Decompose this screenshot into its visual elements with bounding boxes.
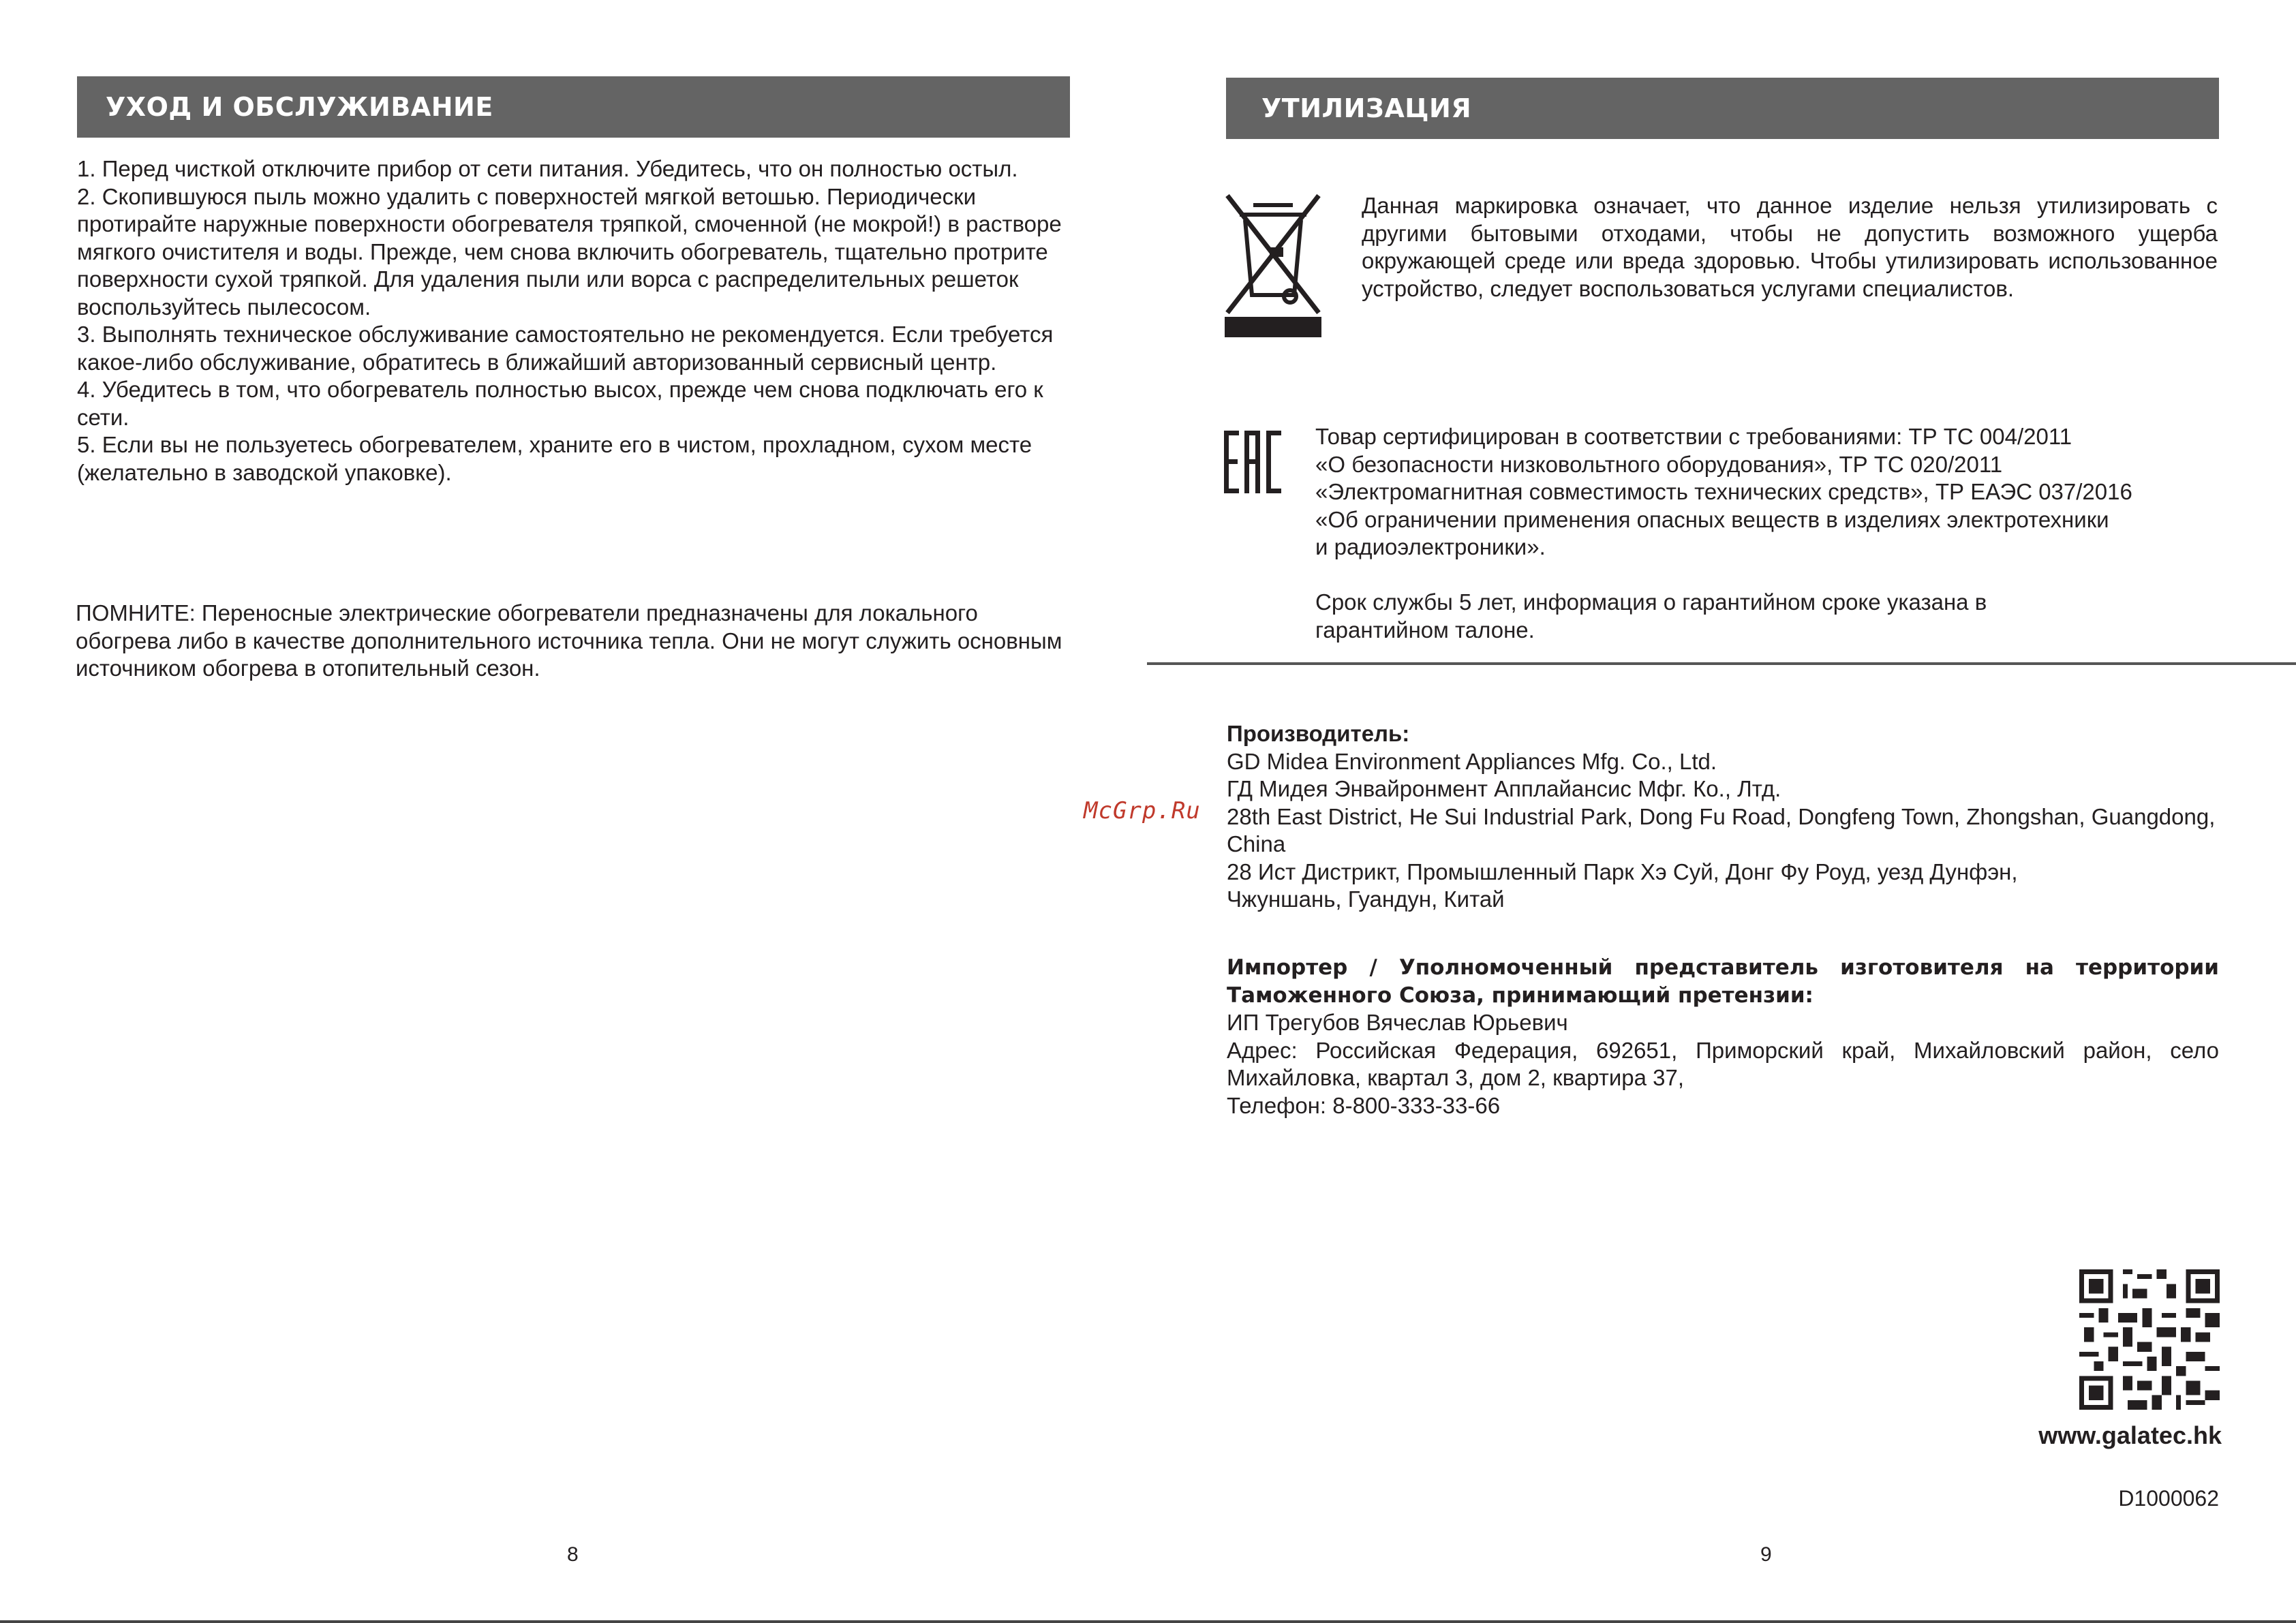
cert-line-4: «Об ограничении применения опасных веществ в изделиях электротехники bbox=[1315, 506, 2109, 532]
disposal-text: Данная маркировка означает, что данное изделие нельзя утилизировать с другими бытовыми отходами, чтобы не допустить возможного ущерба окружающей среде или вреда здоровью. Чтобы утилизировать использованное устройство, следует воспользоваться услугами специалистов. bbox=[1362, 193, 2218, 301]
manufacturer-block bbox=[1227, 720, 2222, 914]
crossed-bin-icon bbox=[1225, 193, 1321, 337]
care-item-3: 3. Выполнять техническое обслуживание самостоятельно не рекомендуется. Если требуется какое-либо обслуживание, обратитесь в ближайший авторизованный сервисный центр. bbox=[77, 322, 1054, 375]
service-life: Срок службы 5 лет, информация о гарантийном сроке указана в гарантийном талоне. bbox=[1315, 589, 1987, 643]
care-instructions-list bbox=[77, 155, 1065, 486]
care-item-5: 5. Если вы не пользуетесь обогревателем, храните его в чистом, прохладном, сухом месте (желательно в заводской упаковке). bbox=[77, 432, 1032, 485]
manufacturer-label: Производитель: bbox=[1227, 721, 1410, 746]
care-item-2: 2. Скопившуюся пыль можно удалить с поверхностей мягкой ветошью. Периодически протирайте наружные поверхности обогревателя тряпкой, смоченной (не мокрой!) в растворе мягкого очистителя и воды. Прежде, чем снова включить обогреватель, тщательно протрите поверхности сухой тряпкой. Для удаления пыли или ворса с распределительных решеток воспользуйтесь пылесосом. bbox=[77, 183, 1062, 320]
watermark: McGrp.Ru bbox=[1084, 797, 1201, 824]
manufacturer-line-2: ГД Мидея Энвайронмент Апплайансис Мфг. Ко., Лтд. bbox=[1227, 776, 1781, 801]
page-number-left: 8 bbox=[567, 1543, 579, 1566]
manufacturer-line-1: GD Midea Environment Appliances Mfg. Co., Ltd. bbox=[1227, 748, 1717, 774]
cert-line-5: и радиоэлектроники». bbox=[1315, 534, 1546, 559]
bottom-border bbox=[0, 1620, 2296, 1623]
importer-block bbox=[1227, 954, 2219, 1119]
cert-line-3: «Электромагнитная совместимость технических средств», ТР ЕАЭС 037/2016 bbox=[1315, 479, 2132, 504]
cert-line-1: Товар сертифицирован в соответствии с требованиями: ТР ТС 004/2011 bbox=[1315, 424, 2072, 449]
website-link[interactable]: www.galatec.hk bbox=[2038, 1421, 2222, 1449]
section-divider bbox=[1147, 662, 2296, 665]
certification-block bbox=[1315, 423, 2229, 644]
section-heading-care: УХОД И ОБСЛУЖИВАНИЕ bbox=[77, 76, 1070, 138]
document-code: D1000062 bbox=[2118, 1486, 2219, 1511]
importer-phone: Телефон: 8-800-333-33-66 bbox=[1227, 1092, 1501, 1118]
care-item-1: 1. Перед чисткой отключите прибор от сети питания. Убедитесь, что он полностью остыл. bbox=[77, 156, 1018, 181]
importer-name: ИП Трегубов Вячеслав Юрьевич bbox=[1227, 1010, 1568, 1035]
care-item-4: 4. Убедитесь в том, что обогреватель полностью высох, прежде чем снова подключать его к сети. bbox=[77, 377, 1043, 430]
page-number-right: 9 bbox=[1760, 1543, 1772, 1566]
importer-label: Импортер / Уполномоченный представитель изготовителя на территории Таможенного Союза, принимающий претензии: bbox=[1227, 955, 2219, 1008]
reminder-note: ПОМНИТЕ: Переносные электрические обогреватели предназначены для локального обогрева либо в качестве дополнительного источника тепла. Они не могут служить основным источником обогрева в отопительный сезон. bbox=[76, 600, 1062, 681]
importer-address: Адрес: Российская Федерация, 692651, Приморский край, Михайловский район, село Михайловка, квартал 3, дом 2, квартира 37, bbox=[1227, 1037, 2219, 1090]
manufacturer-line-4: 28 Ист Дистрикт, Промышленный Парк Хэ Суй, Донг Фу Роуд, уезд Дунфэн, Чжуншань, Гуандун, Китай bbox=[1227, 859, 2018, 912]
qr-code-icon bbox=[2079, 1269, 2220, 1410]
cert-line-2: «О безопасности низковольтного оборудования», ТР ТС 020/2011 bbox=[1315, 451, 2003, 477]
section-heading-disposal: УТИЛИЗАЦИЯ bbox=[1226, 78, 2219, 139]
eac-mark-icon bbox=[1224, 431, 1289, 493]
manufacturer-line-3: 28th East District, He Sui Industrial Park, Dong Fu Road, Dongfeng Town, Zhongshan, Guangdong, China bbox=[1227, 803, 2216, 856]
